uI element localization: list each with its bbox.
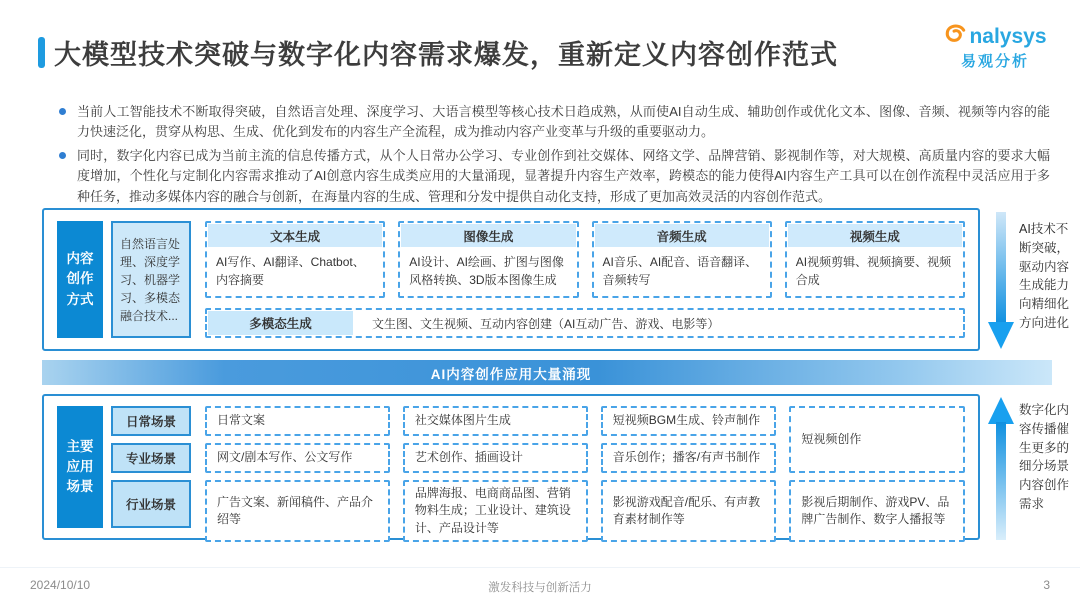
footer-date: 2024/10/10 — [30, 578, 91, 592]
creation-side-label: 内容创作方式 — [57, 221, 103, 338]
industry-audio-cell: 影视游戏配音/配乐、有声教育素材制作等 — [601, 480, 777, 542]
applications-banner-text: AI内容创作应用大量涌现 — [430, 366, 592, 382]
core-tech-box — [111, 221, 191, 338]
analysys-logo — [940, 22, 1050, 69]
applications-banner — [42, 360, 1052, 385]
professional-image-cell: 艺术创作、插画设计 — [403, 443, 588, 473]
analysys-swirl-icon — [943, 22, 968, 51]
professional-text-cell: 网文/剧本写作、公文写作 — [205, 443, 390, 473]
daily-scenario-label: 日常场景 — [111, 406, 191, 436]
video-generation-desc: AI视频剪辑、视频摘要、视频合成 — [795, 255, 952, 287]
logo-chinese-text: 易观分析 — [960, 53, 1029, 70]
multimodal-title: 多模态生成 — [208, 311, 353, 335]
arrow-up-icon — [988, 397, 1014, 547]
demand-growth-note-text: 数字化内容传播催生更多的细分场景内容创作需求 — [1019, 403, 1070, 511]
scenarios-side-label: 主要应用场景 — [57, 406, 103, 528]
bullet-dot-icon — [59, 108, 66, 115]
scenario-row-labels — [111, 406, 191, 528]
footer-slogan: 激发科技与创新活力 — [488, 582, 592, 594]
image-generation-desc: AI设计、AI绘画、扩图与图像风格转换、3D版本图像生成 — [409, 255, 564, 287]
intro-text-block — [55, 102, 1050, 211]
multimodal-desc: 文生图、文生视频、互动内容创建（AI互动广告、游戏、电影等） — [372, 316, 720, 331]
footer-page-number: 3 — [1043, 578, 1050, 592]
generation-area — [205, 221, 965, 338]
core-tech-text: 自然语言处理、深度学习、机器学习、多模态融合技术... — [120, 236, 181, 323]
video-generation-box — [785, 221, 965, 298]
tech-evolution-note-text: AI技术不断突破，驱动内容生成能力向精细化方向进化 — [1019, 222, 1070, 330]
text-generation-box — [205, 221, 385, 298]
multimodal-generation-box — [205, 308, 965, 338]
industry-image-cell: 品牌海报、电商商品图、营销物料生成；工业设计、建筑设计、产品设计等 — [403, 480, 588, 542]
daily-image-cell: 社交媒体图片生成 — [403, 406, 588, 436]
intro-bullet-2-text: 同时，数字化内容已成为当前主流的信息传播方式，从个人日常办公学习、专业创作到社交媒体、网络文学、品牌营销、影视制作等，对大规模、高质量内容的要求大幅度增加，个性化与定制化内容需求推动了AI创意内容生成类应用的大量涌现，显著提升内容生产效率，跨模态的能力使得AI内容生产工具可以在创作流程中灵活应用于多种任务，推动多媒体内容的融合与创新，在海量内容的生成、管理和分发中提供自动化支持，形成了更加高效灵活的内容创作范式。 — [77, 148, 1050, 204]
creation-methods-panel — [42, 208, 980, 351]
scenario-cells-grid — [205, 406, 965, 535]
logo-brand-text: nalysys — [969, 25, 1047, 48]
industry-video-cell: 影视后期制作、游戏PV、品牌广告制作、数字人播报等 — [789, 480, 965, 542]
title-accent-bar — [38, 37, 45, 68]
professional-audio-cell: 音乐创作；播客/有声书制作 — [601, 443, 777, 473]
daily-audio-cell: 短视频BGM生成、铃声制作 — [601, 406, 777, 436]
generation-row — [205, 221, 965, 298]
arrow-down-icon — [988, 212, 1014, 355]
industry-text-cell: 广告文案、新闻稿件、产品介绍等 — [205, 480, 390, 542]
intro-bullet-2 — [55, 146, 1050, 206]
professional-scenario-label: 专业场景 — [111, 443, 191, 473]
daily-text-cell: 日常文案 — [205, 406, 390, 436]
audio-generation-box — [592, 221, 772, 298]
image-generation-box — [398, 221, 578, 298]
industry-scenario-label: 行业场景 — [111, 480, 191, 528]
tech-evolution-note — [988, 212, 1075, 355]
application-scenarios-panel — [42, 394, 980, 540]
page-title: 大模型技术突破与数字化内容需求爆发，重新定义内容创作范式 — [54, 40, 838, 70]
demand-growth-note — [988, 397, 1075, 547]
image-generation-title: 图像生成 — [401, 224, 575, 247]
audio-generation-desc: AI音乐、AI配音、语音翻译、音频转写 — [602, 255, 758, 287]
text-generation-desc: AI写作、AI翻译、Chatbot、内容摘要 — [216, 255, 365, 287]
short-video-cell: 短视频创作 — [789, 406, 965, 473]
intro-bullet-1 — [55, 102, 1050, 142]
footer — [0, 567, 1080, 608]
audio-generation-title: 音频生成 — [595, 224, 769, 247]
intro-bullet-1-text: 当前人工智能技术不断取得突破，自然语言处理、深度学习、大语言模型等核心技术日趋成熟，从而使AI自动生成、辅助创作或优化文本、图像、音频、视频等内容的能力快速泛化，贯穿从构思、生成、优化到发布的内容生产全流程，成为推动内容产业变革与升级的重要驱动力。 — [77, 104, 1050, 140]
video-generation-title: 视频生成 — [788, 224, 962, 247]
bullet-dot-icon — [59, 152, 66, 159]
text-generation-title: 文本生成 — [208, 224, 382, 247]
